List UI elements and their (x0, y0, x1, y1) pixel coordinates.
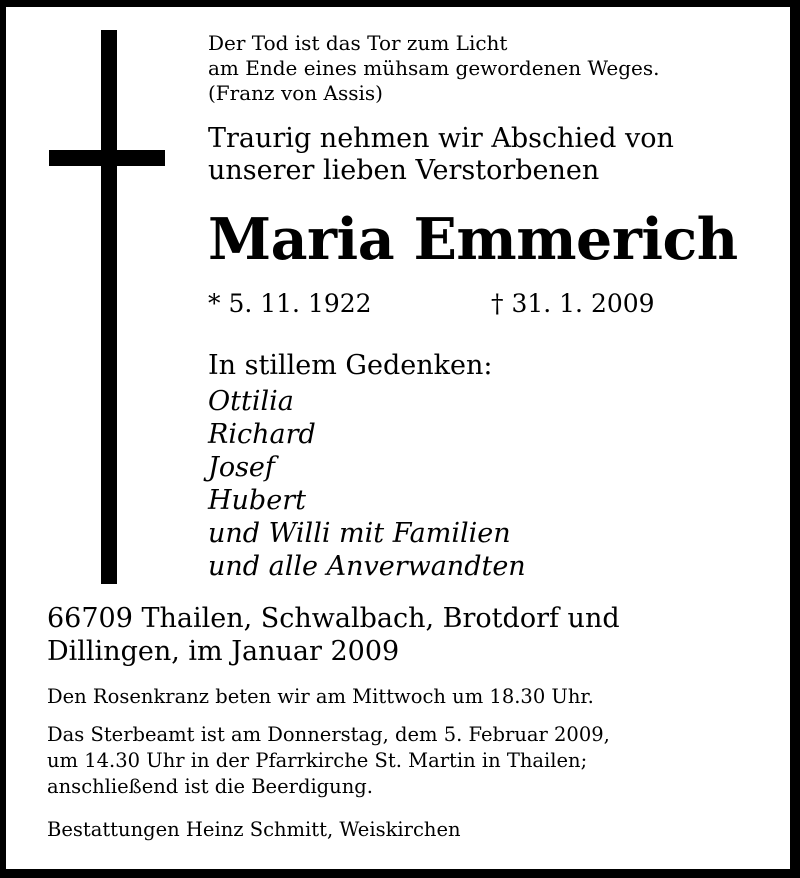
requiem-line: anschließend ist die Beerdigung. (47, 775, 373, 798)
obituary-notice (6, 7, 790, 869)
place-line-1: 66709 Thailen, Schwalbach, Brotdorf und (47, 603, 620, 634)
intro-line-1: Traurig nehmen wir Abschied von (208, 123, 674, 154)
mourner-name: Ottilia (208, 386, 294, 417)
undertaker-info: Bestattungen Heinz Schmitt, Weiskirchen (47, 818, 461, 841)
requiem-line: um 14.30 Uhr in der Pfarrkirche St. Martin in Thailen; (47, 749, 588, 772)
quote-author: (Franz von Assis) (208, 81, 383, 105)
mourner-name: Hubert (208, 485, 306, 516)
intro-line-2: unserer lieben Verstorbenen (208, 155, 600, 186)
mourner-name: und Willi mit Familien (208, 518, 511, 549)
mourner-name: Josef (208, 452, 275, 483)
rosary-info: Den Rosenkranz beten wir am Mittwoch um 18.30 Uhr. (47, 685, 594, 708)
mourner-name: Richard (208, 419, 316, 450)
cross-icon-bar (49, 150, 165, 166)
quote-line-2: am Ende eines mühsam gewordenen Weges. (208, 56, 660, 80)
place-line-2: Dillingen, im Januar 2009 (47, 636, 400, 667)
deceased-name: Maria Emmerich (208, 206, 738, 273)
quote-line-1: Der Tod ist das Tor zum Licht (208, 31, 508, 55)
cross-icon (101, 30, 117, 584)
birth-date: * 5. 11. 1922 (208, 289, 372, 318)
mourner-name: und alle Anverwandten (208, 551, 526, 582)
death-date: † 31. 1. 2009 (491, 289, 655, 318)
requiem-line: Das Sterbeamt ist am Donnerstag, dem 5. Februar 2009, (47, 723, 610, 746)
memorial-heading: In stillem Gedenken: (208, 350, 493, 381)
